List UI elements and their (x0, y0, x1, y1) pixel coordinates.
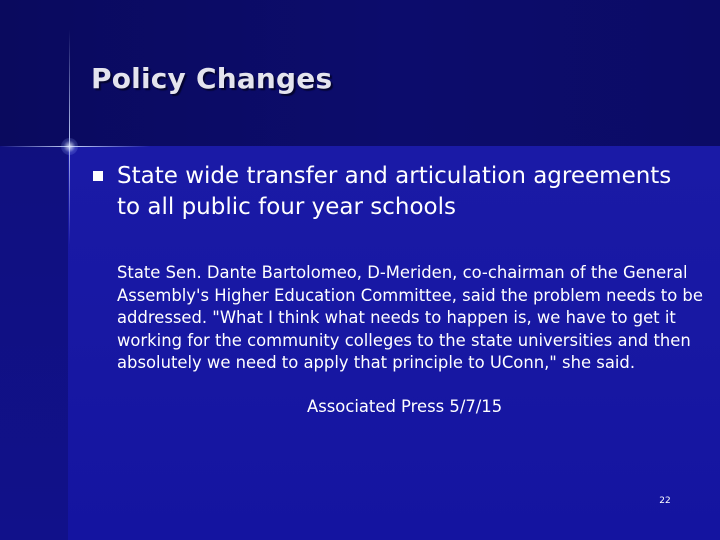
square-bullet-icon (93, 171, 103, 181)
quote-paragraph: State Sen. Dante Bartolomeo, D-Meriden, co-chairman of the General Assembly's Higher Education Committee, said the problem needs to be addressed. "What I think what needs to happen is, we have to get it working for the community colleges to the state universities and then absolutely we need to apply that principle to UConn," she said. (117, 263, 703, 372)
quote-attribution: Associated Press 5/7/15 (307, 397, 503, 416)
page-number: 22 (659, 496, 671, 506)
sparkle-glow (61, 138, 78, 155)
bullet-text: State wide transfer and articulation agreements to all public four year schools (117, 163, 672, 220)
slide-title: Policy Changes (91, 62, 333, 95)
left-band (0, 146, 68, 540)
